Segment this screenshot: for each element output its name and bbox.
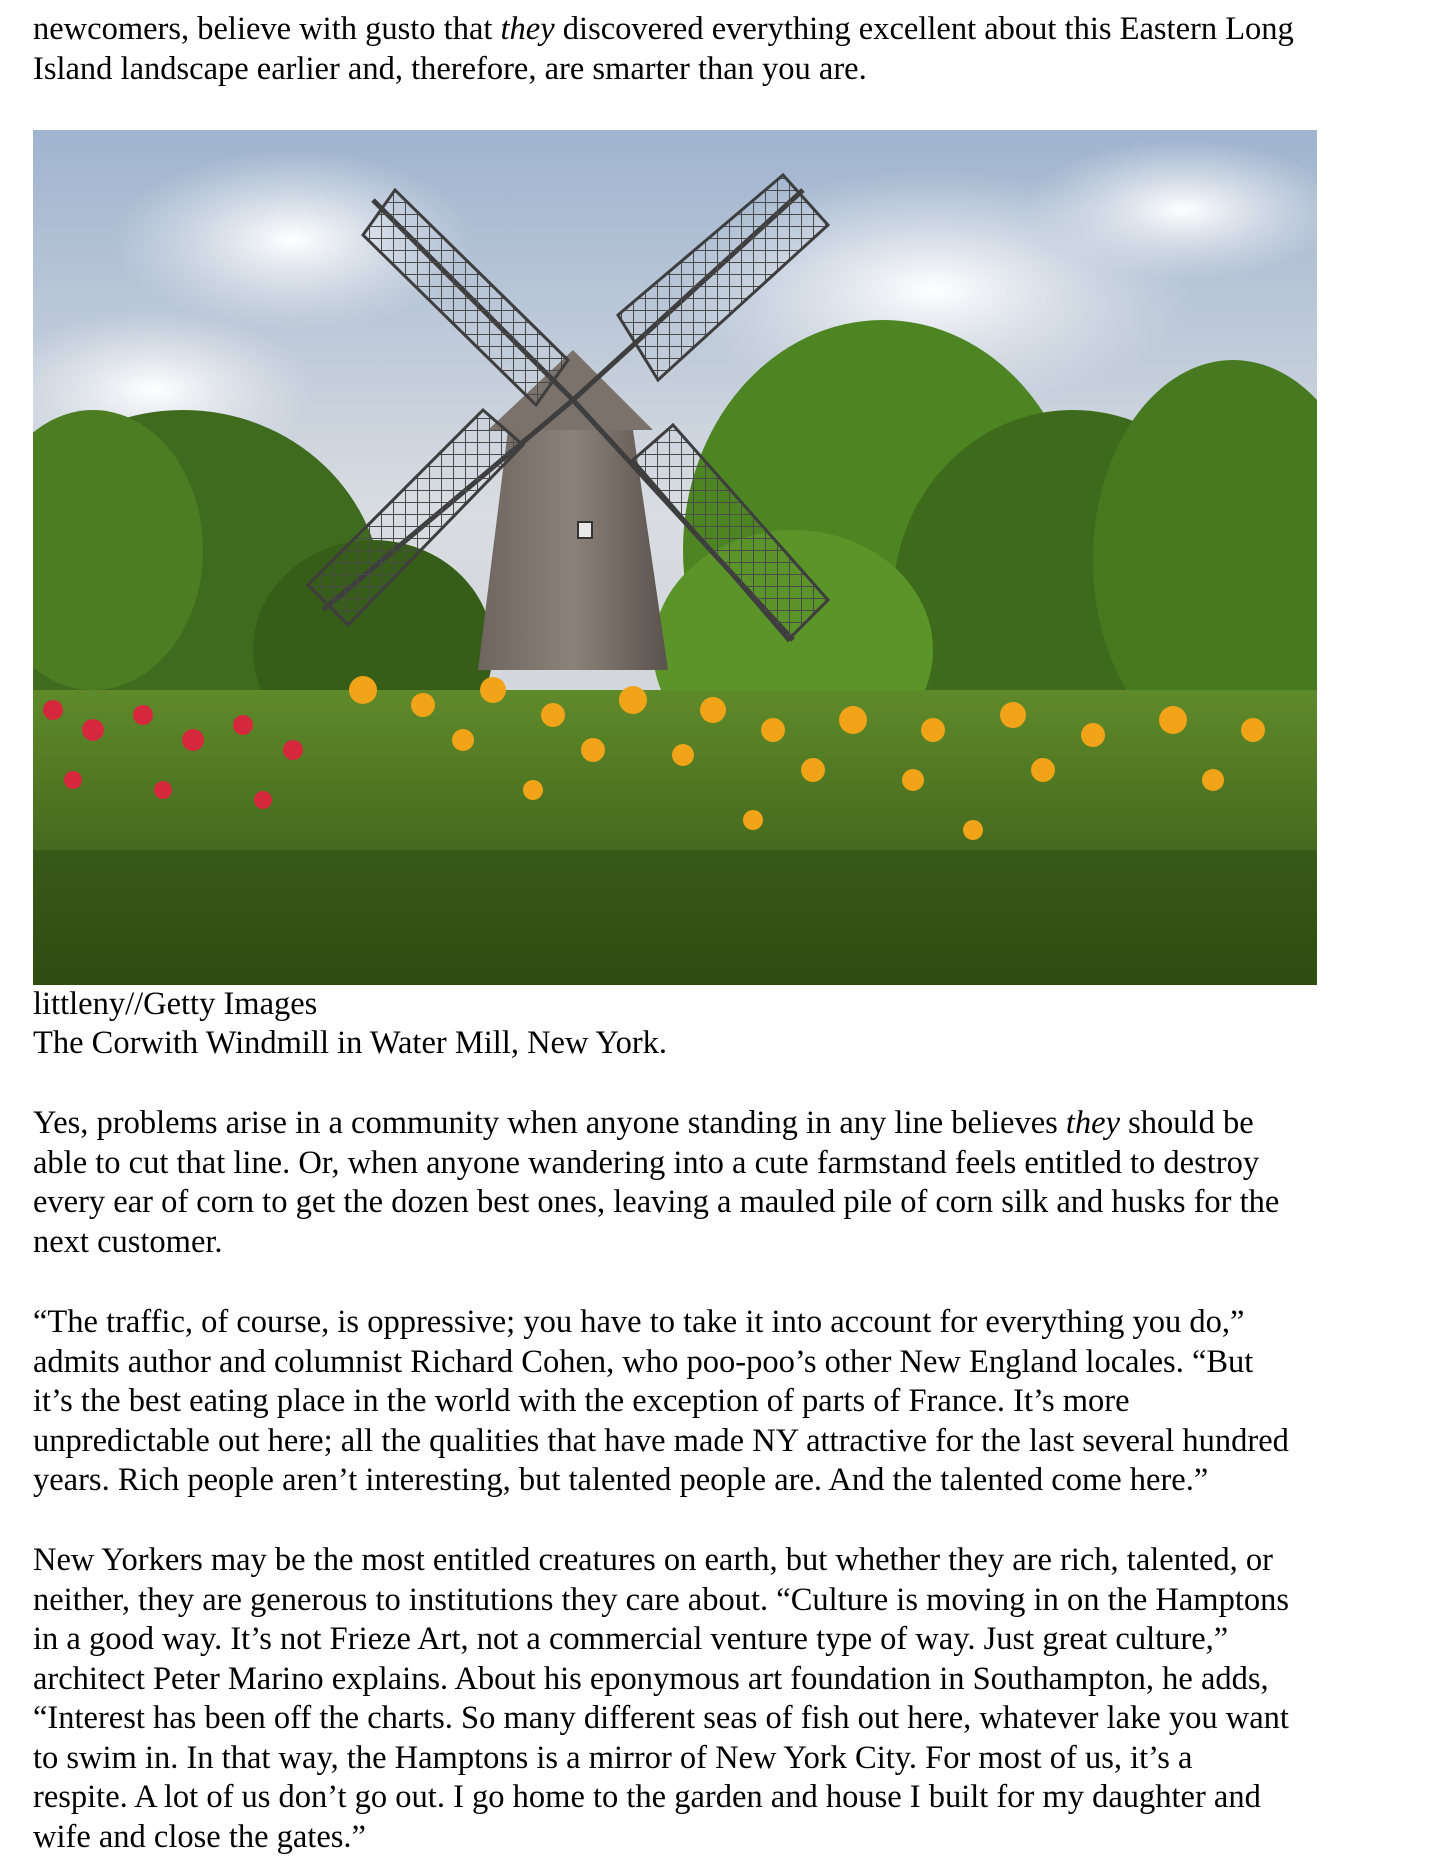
paragraph-2-line-3: it’s the best eating place in the world with the exception of parts of France. It’s more (33, 1383, 1130, 1419)
paragraph-3-line-5: “Interest has been off the charts. So many different seas of fish out here, whatever lake you want (33, 1700, 1289, 1736)
paragraph-1-line-2: able to cut that line. Or, when anyone wandering into a cute farmstand feels entitled to destroy (33, 1144, 1260, 1181)
intro-line-1: newcomers, believe with gusto that they discovered everything excellent about this Eastern Long (33, 11, 1294, 47)
paragraph-2-line-4: unpredictable out here; all the qualities that have made NY attractive for the last several hundred (33, 1422, 1289, 1459)
windmill-photo (33, 130, 1317, 985)
intro-line-2: Island landscape earlier and, therefore, are smarter than you are. (33, 50, 867, 87)
paragraph-3-line-7: respite. A lot of us don’t go out. I go home to the garden and house I built for my daughter and (33, 1779, 1261, 1815)
paragraph-3-line-2: neither, they are generous to institutions they care about. “Culture is moving in on the Hamptons (33, 1581, 1289, 1618)
emphasis-they: they (1065, 1105, 1121, 1141)
paragraph-2-line-2: admits author and columnist Richard Cohen, who poo-poo’s other New England locales. “But (33, 1343, 1254, 1380)
paragraph-3 (33, 1541, 1413, 1857)
photo-caption: The Corwith Windmill in Water Mill, New York. (33, 1025, 668, 1061)
paragraph-3-line-6: to swim in. In that way, the Hamptons is a mirror of New York City. For most of us, it’s a (33, 1739, 1193, 1776)
paragraph-1-line-4: next customer. (33, 1223, 223, 1260)
paragraph-1-line-1: Yes, problems arise in a community when anyone standing in any line believes they should be (33, 1105, 1254, 1141)
paragraph-2-line-1: “The traffic, of course, is oppressive; you have to take it into account for everything you do,” (33, 1304, 1245, 1340)
paragraph-1-line-3: every ear of corn to get the dozen best ones, leaving a mauled pile of corn silk and husks for the (33, 1184, 1280, 1220)
paragraph-3-line-3: in a good way. It’s not Frieze Art, not a commercial venture type of way. Just great culture,” (33, 1621, 1229, 1657)
intro-paragraph (33, 10, 1413, 89)
photo-credit: littleny//Getty Images (33, 986, 318, 1022)
paragraph-3-line-8: wife and close the gates.” (33, 1818, 366, 1855)
emphasis-they: they (500, 11, 555, 47)
paragraph-1 (33, 1104, 1413, 1262)
paragraph-3-line-4: architect Peter Marino explains. About his eponymous art foundation in Southampton, he adds, (33, 1660, 1269, 1697)
paragraph-3-line-1: New Yorkers may be the most entitled creatures on earth, but whether they are rich, talented, or (33, 1542, 1273, 1578)
paragraph-2 (33, 1303, 1413, 1501)
paragraph-2-line-5: years. Rich people aren’t interesting, but talented people are. And the talented come here.” (33, 1462, 1209, 1498)
